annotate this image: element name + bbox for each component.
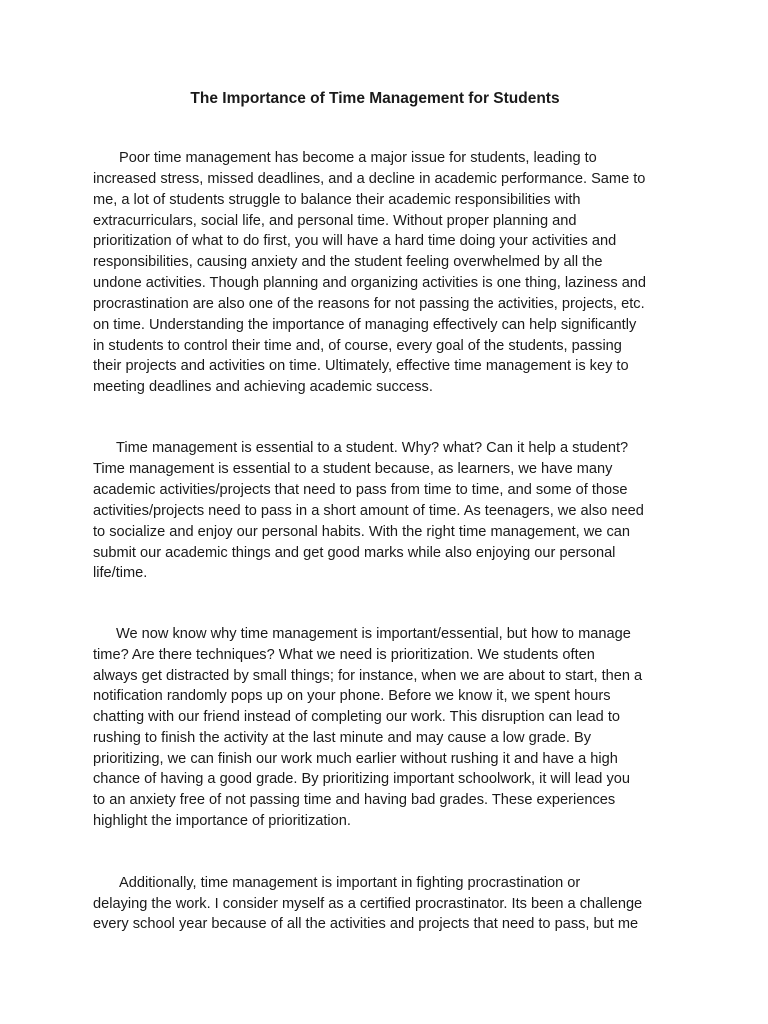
paragraph-line: always get distracted by small things; for instance, when we are about to start, then a bbox=[93, 668, 643, 684]
paragraph-line: extracurriculars, social life, and personal time. Without proper planning and bbox=[93, 213, 577, 229]
paragraph-line: their projects and activities on time. Ultimately, effective time management is key to bbox=[93, 358, 629, 374]
paragraph-line: Time management is essential to a student. Why? what? Can it help a student? bbox=[116, 440, 629, 456]
paragraph-line: academic activities/projects that need to pass from time to time, and some of those bbox=[93, 482, 628, 498]
paragraph-line: in students to control their time and, of course, every goal of the students, passing bbox=[93, 338, 622, 354]
paragraph-line: increased stress, missed deadlines, and a decline in academic performance. Same to bbox=[93, 171, 646, 187]
paragraph-line: to an anxiety free of not passing time and having bad grades. These experiences bbox=[93, 792, 616, 808]
paragraph-line: on time. Understanding the importance of managing effectively can help significantly bbox=[93, 317, 637, 333]
paragraph-line: chatting with our friend instead of completing our work. This disruption can lead to bbox=[93, 709, 621, 725]
paragraph-line: meeting deadlines and achieving academic success. bbox=[93, 379, 433, 395]
paragraph-line: every school year because of all the activities and projects that need to pass, but me bbox=[93, 916, 639, 932]
paragraph-line: notification randomly pops up on your phone. Before we know it, we spent hours bbox=[93, 688, 611, 704]
paragraph-line: Poor time management has become a major issue for students, leading to bbox=[119, 150, 597, 166]
paragraph-line: prioritization of what to do first, you will have a hard time doing your activities and bbox=[93, 233, 617, 249]
paragraph-line: rushing to finish the activity at the last minute and may cause a low grade. By bbox=[93, 730, 592, 746]
paragraph-line: prioritizing, we can finish our work much earlier without rushing it and have a high bbox=[93, 751, 618, 767]
paragraph-line: to socialize and enjoy our personal habits. With the right time management, we can bbox=[93, 524, 631, 540]
paragraph-line: responsibilities, causing anxiety and the student feeling overwhelmed by all the bbox=[93, 254, 603, 270]
paragraph-line: life/time. bbox=[93, 565, 148, 581]
paragraph-line: delaying the work. I consider myself as a certified procrastinator. Its been a challenge bbox=[93, 896, 643, 912]
page-title: The Importance of Time Management for Students bbox=[190, 90, 560, 107]
paragraph-line: activities/projects need to pass in a short amount of time. As teenagers, we also need bbox=[93, 503, 644, 519]
paragraph-line: We now know why time management is important/essential, but how to manage bbox=[116, 626, 631, 642]
paragraph-line: me, a lot of students struggle to balance their academic responsibilities with bbox=[93, 192, 581, 208]
paragraph-line: highlight the importance of prioritization. bbox=[93, 813, 351, 829]
paragraph-line: chance of having a good grade. By prioritizing important schoolwork, it will lead you bbox=[93, 771, 631, 787]
paragraph-line: Time management is essential to a student because, as learners, we have many bbox=[93, 461, 613, 477]
paragraph-line: procrastination are also one of the reasons for not passing the activities, projects, etc. bbox=[93, 296, 645, 312]
paragraph-line: Additionally, time management is important in fighting procrastination or bbox=[119, 875, 581, 891]
paragraph-line: undone activities. Though planning and organizing activities is one thing, laziness and bbox=[93, 275, 647, 291]
paragraph-line: submit our academic things and get good marks while also enjoying our personal bbox=[93, 545, 616, 561]
paragraph-line: time? Are there techniques? What we need is prioritization. We students often bbox=[93, 647, 595, 663]
